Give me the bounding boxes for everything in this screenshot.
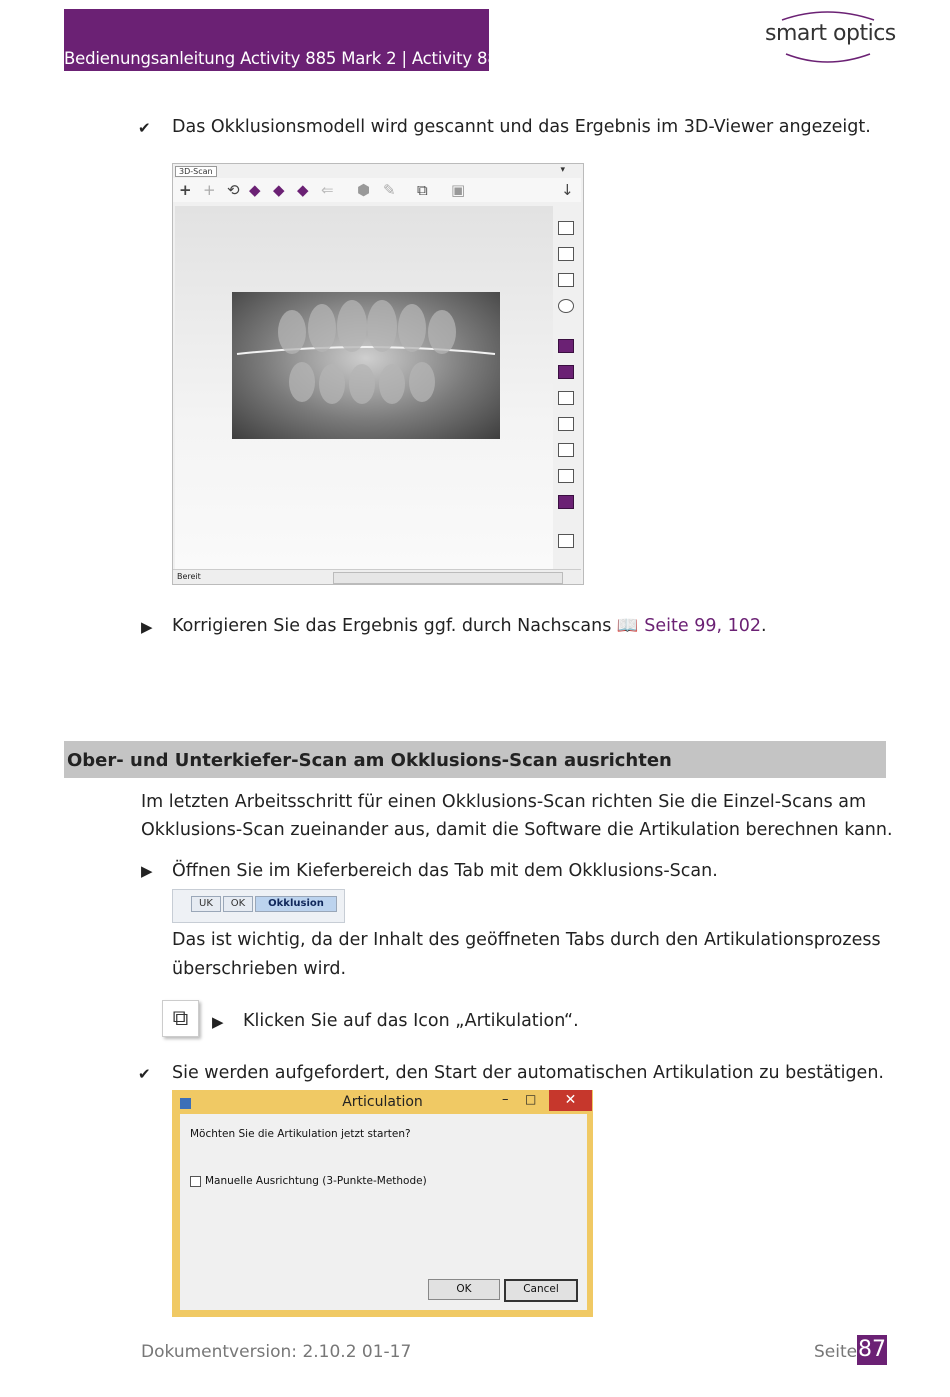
manual-alignment-checkbox[interactable]	[190, 1176, 201, 1187]
cancel-button[interactable]: Cancel	[504, 1279, 578, 1302]
result-scanned-text: Das Okklusionsmodell wird gescannt und das Ergebnis im 3D-Viewer angezeigt.	[172, 117, 871, 137]
correct-instruction	[172, 616, 767, 636]
minimize-icon[interactable]: –	[502, 1092, 509, 1107]
link-separator: ,	[716, 616, 728, 636]
scan-toolbar	[173, 178, 581, 202]
teeth-render	[232, 292, 500, 439]
manual-alignment-label[interactable]: Manuelle Ausrichtung (3-Punkte-Methode)	[205, 1175, 427, 1187]
3d-viewer[interactable]	[175, 206, 553, 570]
cube-view-icon[interactable]	[558, 443, 574, 457]
book-icon: 📖	[616, 616, 639, 636]
cube-view-icon[interactable]	[558, 391, 574, 405]
close-icon[interactable]: ✕	[549, 1090, 592, 1111]
scan-tab[interactable]: 3D-Scan	[175, 166, 217, 177]
tab-uk[interactable]: UK	[191, 896, 221, 912]
section-title: Ober- und Unterkiefer-Scan am Okklusions-Scan ausrichten	[67, 750, 672, 771]
scan-tooth-icon[interactable]: ◆	[249, 181, 261, 199]
arrow-bullet-icon: ▶	[212, 1013, 224, 1031]
status-text: Bereit	[177, 572, 201, 581]
ok-button[interactable]: OK	[428, 1279, 500, 1300]
page-number: 87	[857, 1335, 887, 1365]
scan-window-screenshot	[172, 163, 584, 585]
cube-icon[interactable]: ⬢	[357, 181, 371, 199]
view-y-icon[interactable]	[558, 247, 574, 261]
tab-okklusion[interactable]: Okklusion	[255, 896, 337, 912]
cube-view-icon[interactable]	[558, 339, 574, 353]
period: .	[761, 616, 767, 636]
note-line1: Das ist wichtig, da der Inhalt des geöffneten Tabs durch den Artikulationsprozess	[172, 930, 881, 950]
dropdown-icon[interactable]: ▾	[560, 165, 565, 175]
logo-swoosh-icon	[762, 6, 892, 68]
scan-tooth-icon[interactable]: ◆	[297, 181, 309, 199]
check-icon: ✔	[138, 1065, 151, 1083]
note-line2: überschrieben wird.	[172, 959, 347, 979]
rotate-icon[interactable]: ⟲	[227, 181, 240, 199]
grid-icon[interactable]	[558, 534, 574, 548]
cube-view-icon[interactable]	[558, 495, 574, 509]
jaw-tabs-screenshot	[172, 889, 345, 923]
header-title: Bedienungsanleitung Activity 885 Mark 2 | Activity 888	[64, 49, 508, 68]
dialog-question: Möchten Sie die Artikulation jetzt starten?	[190, 1128, 411, 1140]
occlusion-model-image	[232, 292, 500, 439]
page-link[interactable]: 102	[727, 616, 762, 636]
down-arrow-icon[interactable]: ↓	[561, 181, 574, 199]
tab-ok[interactable]: OK	[223, 896, 253, 912]
arrow-bullet-icon: ▶	[141, 618, 153, 636]
add-icon[interactable]: +	[179, 181, 192, 199]
open-tab-instruction: Öffnen Sie im Kieferbereich das Tab mit dem Okklusions-Scan.	[172, 861, 718, 881]
cube-view-icon[interactable]	[558, 365, 574, 379]
back-arrow-icon[interactable]: ⇐	[321, 181, 334, 199]
document-version: Dokumentversion: 2.10.2 01-17	[141, 1342, 412, 1362]
view-sidebar	[556, 206, 580, 570]
status-bar	[173, 569, 581, 584]
add-disabled-icon[interactable]: +	[203, 181, 216, 199]
reset-view-icon[interactable]	[558, 299, 574, 313]
cube-view-icon[interactable]	[558, 469, 574, 483]
correct-text: Korrigieren Sie das Ergebnis ggf. durch Nachscans	[172, 616, 612, 636]
dialog-title: Articulation	[342, 1094, 423, 1110]
click-icon-instruction: Klicken Sie auf das Icon „Artikulation“.	[243, 1011, 579, 1031]
smart-optics-logo: smart optics	[765, 21, 896, 46]
intro-text-line1: Im letzten Arbeitsschritt für einen Okklusions-Scan richten Sie die Einzel-Scans am	[141, 792, 867, 812]
brush-icon[interactable]: ✎	[383, 181, 396, 199]
articulation-icon[interactable]: ⧉	[417, 181, 428, 199]
page-link[interactable]: Seite 99	[644, 616, 717, 636]
confirm-result-text: Sie werden aufgefordert, den Start der automatischen Artikulation zu bestätigen.	[172, 1063, 884, 1083]
arrow-bullet-icon: ▶	[141, 862, 153, 880]
page-label: Seite	[814, 1342, 858, 1362]
save-icon[interactable]: ▣	[451, 181, 466, 199]
view-x-icon[interactable]	[558, 221, 574, 235]
view-z-icon[interactable]	[558, 273, 574, 287]
check-icon: ✔	[138, 119, 151, 137]
dialog-body	[180, 1114, 587, 1310]
scan-tooth-icon[interactable]: ◆	[273, 181, 285, 199]
maximize-icon[interactable]: □	[525, 1092, 537, 1106]
articulation-icon[interactable]: ⧉	[162, 1000, 199, 1037]
cube-view-icon[interactable]	[558, 417, 574, 431]
articulation-dialog	[172, 1090, 593, 1317]
progress-bar	[333, 572, 563, 584]
intro-text-line2: Okklusions-Scan zueinander aus, damit die Software die Artikulation berechnen kann.	[141, 820, 893, 840]
